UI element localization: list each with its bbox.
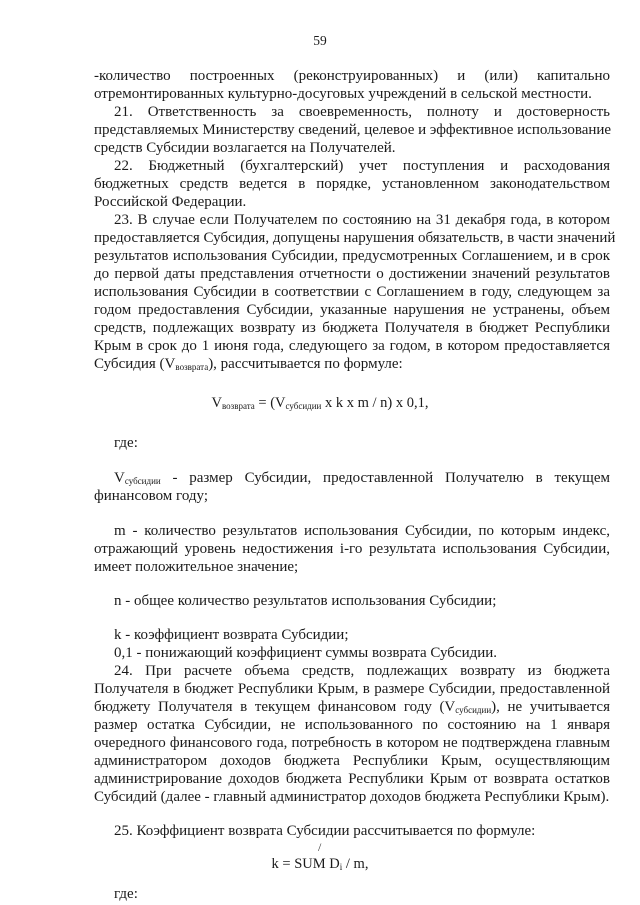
definition-k: k - коэффициент возврата Субсидии;	[114, 627, 349, 643]
text-line: отражающий уровень недостижения i-го результата использования Субсидии,	[94, 541, 610, 557]
text-line: имеет положительное значение;	[94, 559, 299, 575]
paragraph-22-line: 22. Бюджетный (бухгалтерский) учет поступления и расходования	[114, 158, 610, 174]
text-line: очередного финансового года, потребность в котором не подтверждена главным	[94, 735, 610, 751]
text-line: годом предоставления Субсидии, указанные нарушения не устранены, объем	[94, 302, 610, 318]
text-line: -количество построенных (реконструированных) и (или) капитально	[94, 68, 610, 84]
text-line: администратором доходов бюджета Республики Крым, осуществляющим	[94, 753, 610, 769]
pen-mark-icon: /	[318, 840, 322, 854]
text-line: Крым в срок до 1 июня года, следующего за годом, в котором предоставляется	[94, 338, 610, 354]
definition-v-subsidy: Vсубсидии - размер Субсидии, предоставленной Получателю в текущем	[114, 470, 610, 486]
text-line: Субсидий (далее - главный администратор доходов бюджета Республики Крым).	[94, 789, 610, 805]
definition-n: n - общее количество результатов использования Субсидии;	[114, 593, 497, 609]
text-line: Получателя в бюджет Республики Крым, в размере Субсидии, предоставленной	[94, 681, 610, 697]
text-line: результатов использования Субсидии, предусмотренных Соглашением, и в срок	[94, 248, 610, 264]
text-line: представляемых Министерству сведений, целевое и эффективное использование	[94, 122, 612, 138]
definition-m: m - количество результатов использования Субсидии, по которым индекс,	[114, 523, 610, 539]
text-line: Субсидия (Vвозврата), рассчитывается по формуле:	[94, 356, 403, 372]
text-line: отремонтированных культурно-досуговых учреждений в сельской местности.	[94, 86, 592, 102]
paragraph-21-line: 21. Ответственность за своевременность, полноту и достоверность	[114, 104, 610, 120]
formula-return-coefficient: k = SUM Di / m,	[271, 856, 369, 872]
formula-return-volume: Vвозврата = (Vсубсидии x k x m / n) x 0,1,	[211, 395, 429, 411]
text-line: финансовом году;	[94, 488, 209, 504]
text-line: администрирование доходов бюджета Республики Крым от возврата остатков	[94, 771, 610, 787]
paragraph-23-line: 23. В случае если Получателем по состоянию на 31 декабря года, в котором	[114, 212, 610, 228]
where-label: где:	[114, 435, 138, 451]
text-line: средств, подлежащих возврату из бюджета Получателя в бюджет Республики	[94, 320, 610, 336]
where-label: где:	[114, 886, 138, 902]
page-number: 59	[313, 33, 327, 48]
text-line: средств Субсидии возлагается на Получателей.	[94, 140, 396, 156]
text-line: использования Субсидии в соответствии с Соглашением в году, следующем за	[94, 284, 610, 300]
paragraph-24-line: 24. При расчете объема средств, подлежащих возврату из бюджета	[114, 663, 610, 679]
definition-coefficient-0-1: 0,1 - понижающий коэффициент суммы возврата Субсидии.	[114, 645, 498, 661]
paragraph-25-line: 25. Коэффициент возврата Субсидии рассчитывается по формуле:	[114, 823, 536, 839]
text-line: размер остатка Субсидии, не использованного по состоянию на 1 января	[94, 717, 610, 733]
text-line: до первой даты представления отчетности о достижении значений результатов	[94, 266, 610, 282]
text-line: предоставляется Субсидия, допущены нарушения обязательств, в части значений	[94, 230, 616, 246]
text-line: бюджету Получателя в текущем финансовом году (Vсубсидии), не учитывается	[94, 699, 610, 715]
text-line: Российской Федерации.	[94, 194, 247, 210]
text-line: бюджетных средств ведется в порядке, установленном законодательством	[94, 176, 610, 192]
